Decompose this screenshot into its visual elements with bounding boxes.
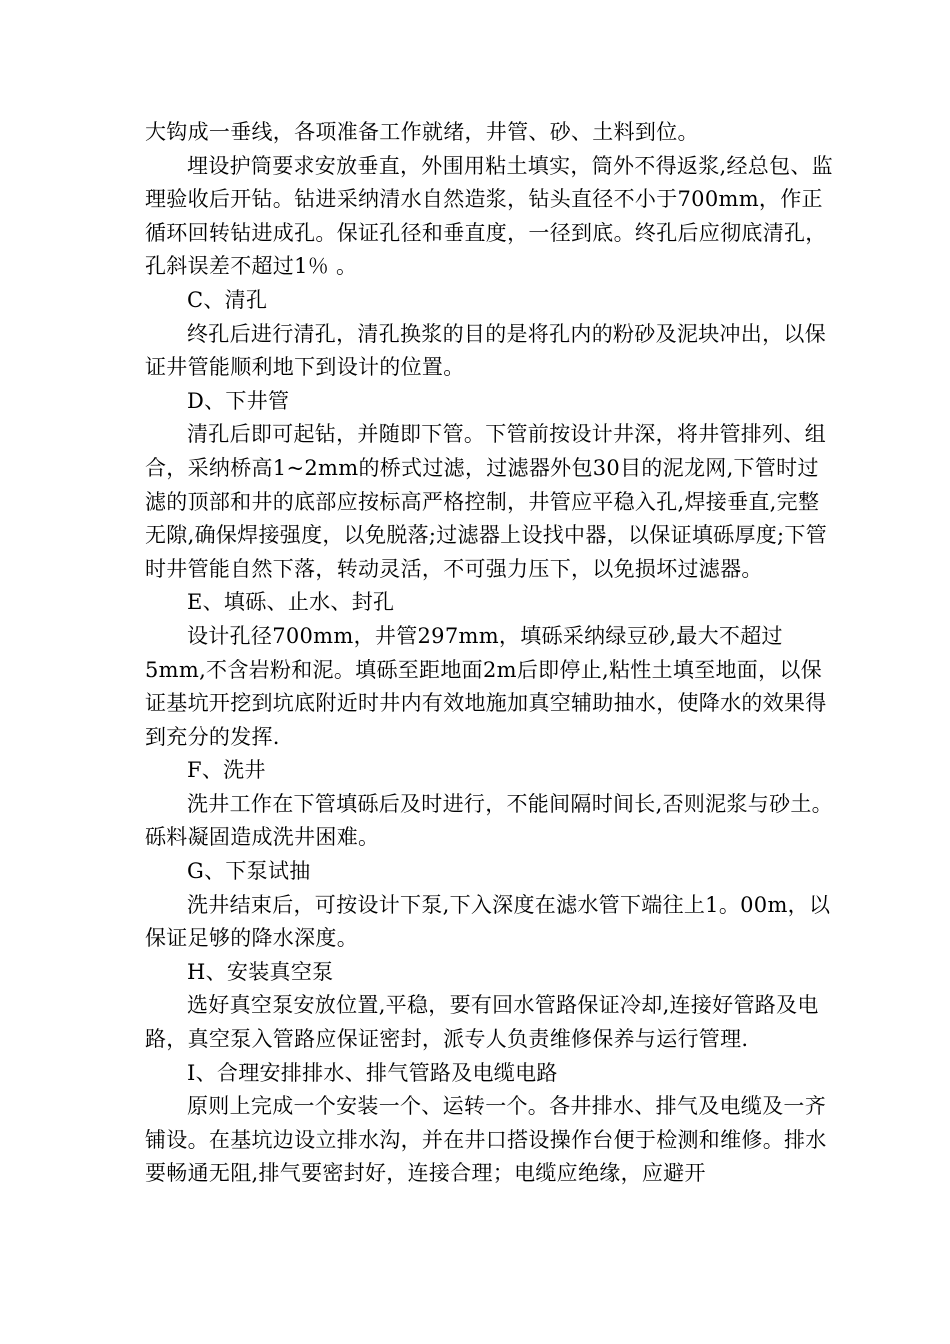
heading-g-pump-test: G、下泵试抽 [187, 859, 311, 884]
paragraph-well-washing: 洗井工作在下管填砾后及时进行，不能间隔时间长,否则泥浆与砂土。砾料凝固造成洗井困难。 [145, 791, 833, 850]
heading-f-well-washing: F、洗井 [187, 758, 266, 783]
document-body [145, 116, 835, 1191]
heading-d-lower-well-pipe: D、下井管 [187, 388, 290, 413]
paragraph-pipelines-cables: 原则上完成一个安装一个、运转一个。各井排水、排气及电缆及一齐铺设。在基坑边设立排水沟，并在井口搭设操作台便于检测和维修。排水要畅通无阻,排气要密封好，连接合理；电缆应绝缘，应避开 [145, 1094, 827, 1186]
paragraph-gravel-sealing: 设计孔径700mm，井管297mm，填砾采纳绿豆砂,最大不超过5mm,不含岩粉和泥。填砾至距地面2m后即停止,粘性土填至地面，以保证基坑开挖到坑底附近时井内有效地施加真空辅助抽水，使降水的效果得到充分的发挥. [145, 623, 827, 749]
heading-e-gravel-sealing: E、填砾、止水、封孔 [187, 590, 395, 615]
paragraph-vacuum-pump: 选好真空泵安放位置,平稳，要有回水管路保证冷却,连接好管路及电路，真空泵入管路应保证密封，派专人负责维修保养与运行管理. [145, 993, 819, 1052]
paragraph-hole-cleaning: 终孔后进行清孔，清孔换浆的目的是将孔内的粉砂及泥块冲出，以保证井管能顺利地下到设计的位置。 [145, 321, 826, 380]
heading-h-vacuum-pump: H、安装真空泵 [187, 959, 334, 984]
paragraph-lower-well-pipe: 清孔后即可起钻，并随即下管。下管前按设计井深，将井管排列、组合，采纳桥高1~2mm的桥式过滤，过滤器外包30目的泥龙网,下管时过滤的顶部和井的底部应按标高严格控制，井管应平稳入孔,焊接垂直,完整无隙,确保焊接强度，以免脱落;过滤器上设找中器，以保证填砾厚度;下管时井管能自然下落，转动灵活，不可强力压下，以免损坏过滤器。 [145, 422, 828, 581]
paragraph-casing-drilling: 埋设护筒要求安放垂直，外围用粘土填实，筒外不得返浆,经总包、监理验收后开钻。钻进采纳清水自然造浆，钻头直径不小于700mm，作正循环回转钻进成孔。保证孔径和垂直度，一径到底。终孔后应彻底清孔，孔斜误差不超过1％ 。 [145, 153, 833, 279]
paragraph-continuation: 大钩成一垂线，各项准备工作就绪，井管、砂、土料到位。 [145, 120, 699, 144]
heading-c-hole-cleaning: C、清孔 [187, 287, 268, 312]
heading-i-pipelines-cables: I、合理安排排水、排气管路及电缆电路 [187, 1060, 558, 1085]
paragraph-pump-test: 洗井结束后，可按设计下泵,下入深度在滤水管下端往上1。00m，以保证足够的降水深度。 [145, 892, 831, 951]
